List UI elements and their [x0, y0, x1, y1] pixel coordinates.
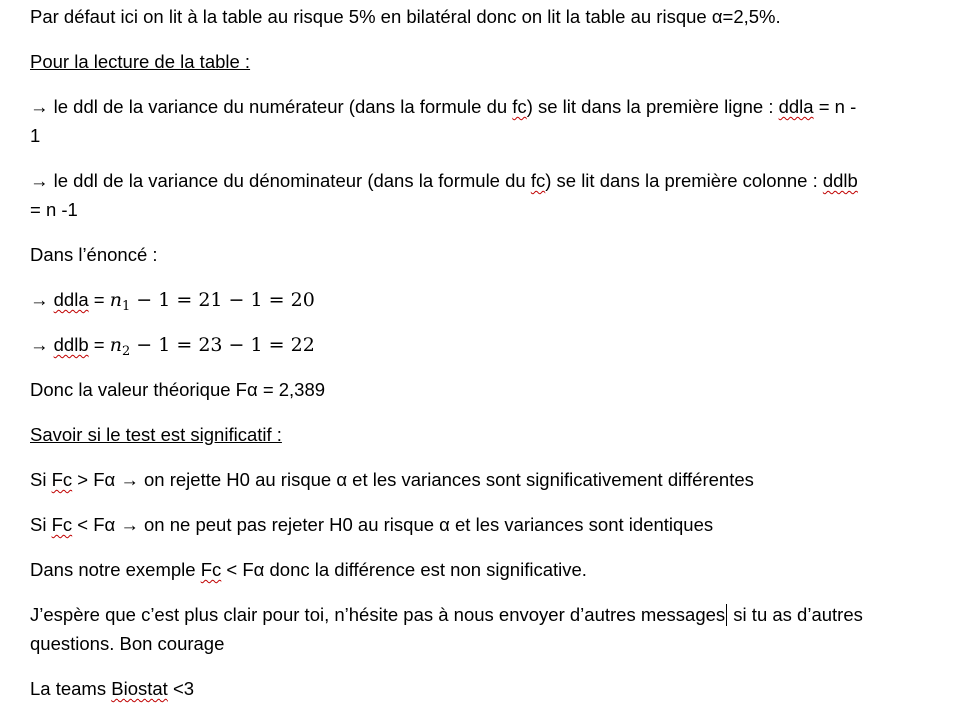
spellcheck-word-biostat[interactable]: Biostat [111, 678, 168, 699]
spellcheck-word-fc[interactable]: fc [530, 170, 546, 191]
ddlb-rule-text-line2: = n -1 [30, 199, 78, 220]
spellcheck-word-ddlb[interactable]: ddlb [53, 334, 89, 355]
ddlb-rule-text-mid: ) se lit dans la première colonne : [545, 170, 823, 191]
ddla-rule-text-start: → le ddl de la variance du numérateur (dans la formule du [30, 96, 513, 117]
paragraph-ddlb-rule [30, 166, 940, 224]
closing-text-start: J’espère que c’est plus clair pour toi, n’hésite pas à nous envoyer d’autres messages [30, 604, 726, 625]
equals-sign: = [88, 289, 110, 310]
math-variable-n: n [109, 334, 122, 356]
spellcheck-word-ddla[interactable]: ddla [53, 289, 89, 310]
math-subscript: 2 [121, 344, 131, 359]
ddla-rule-text-line2: 1 [30, 125, 41, 146]
math-subscript: 1 [121, 299, 131, 314]
paragraph-ddla-calc [30, 285, 940, 315]
signature-text-end: <3 [167, 678, 195, 699]
reject-rule-text-end: > Fα → on rejette H0 au risque α et les variances sont significativement différentes [72, 469, 754, 490]
reject-rule-text-start: Si [30, 469, 52, 490]
spellcheck-word-fc[interactable]: Fc [51, 514, 73, 535]
ddla-rule-text-end: = n - [813, 96, 857, 117]
math-variable-n: n [109, 289, 122, 311]
accept-rule-text-end: < Fα → on ne peut pas rejeter H0 au risque α et les variances sont identiques [72, 514, 714, 535]
intro-text: Par défaut ici on lit à la table au risque 5% en bilatéral donc on lit la table au risque α=2,5%. [30, 6, 781, 27]
paragraph-closing [30, 600, 940, 658]
paragraph-accept-rule [30, 510, 940, 539]
closing-text-line2: questions. Bon courage [30, 633, 225, 654]
heading-enonce [30, 240, 940, 269]
equals-sign: = [88, 334, 110, 355]
spellcheck-word-ddlb[interactable]: ddlb [822, 170, 858, 191]
heading-lecture [30, 47, 940, 76]
spellcheck-word-ddla[interactable]: ddla [778, 96, 814, 117]
ddlb-rule-text-start: → le ddl de la variance du dénominateur (dans la formule du [30, 170, 531, 191]
ddla-rule-text-mid: ) se lit dans la première ligne : [526, 96, 779, 117]
equation-ddlb[interactable] [109, 334, 315, 359]
math-expression: − 1 = 23 − 1 = 22 [130, 334, 315, 356]
spellcheck-word-fc[interactable]: fc [512, 96, 527, 117]
conclusion-text-end: < Fα donc la différence est non significative. [221, 559, 587, 580]
conclusion-text-start: Dans notre exemple [30, 559, 201, 580]
savoir-heading-text: Savoir si le test est significatif : [30, 424, 282, 445]
lecture-heading-text: Pour la lecture de la table : [30, 51, 251, 72]
heading-savoir [30, 420, 940, 449]
paragraph-ddla-rule [30, 92, 940, 150]
paragraph-theoretical-value [30, 375, 940, 404]
arrow-icon: → [30, 289, 54, 310]
signature-text-start: La teams [30, 678, 112, 699]
spellcheck-word-fc[interactable]: Fc [200, 559, 222, 580]
closing-text-end: si tu as d’autres [728, 604, 863, 625]
paragraph-conclusion [30, 555, 940, 584]
math-expression: − 1 = 21 − 1 = 20 [130, 289, 315, 311]
equation-ddla[interactable] [109, 289, 315, 314]
accept-rule-text-start: Si [30, 514, 52, 535]
enonce-heading-text: Dans l’énoncé : [30, 244, 158, 265]
paragraph-reject-rule [30, 465, 940, 494]
paragraph-ddlb-calc [30, 330, 940, 360]
arrow-icon: → [30, 334, 54, 355]
spellcheck-word-fc[interactable]: Fc [51, 469, 73, 490]
theoretical-value-text: Donc la valeur théorique Fα = 2,389 [30, 379, 326, 400]
paragraph-signature [30, 674, 940, 703]
paragraph-intro [30, 2, 940, 31]
